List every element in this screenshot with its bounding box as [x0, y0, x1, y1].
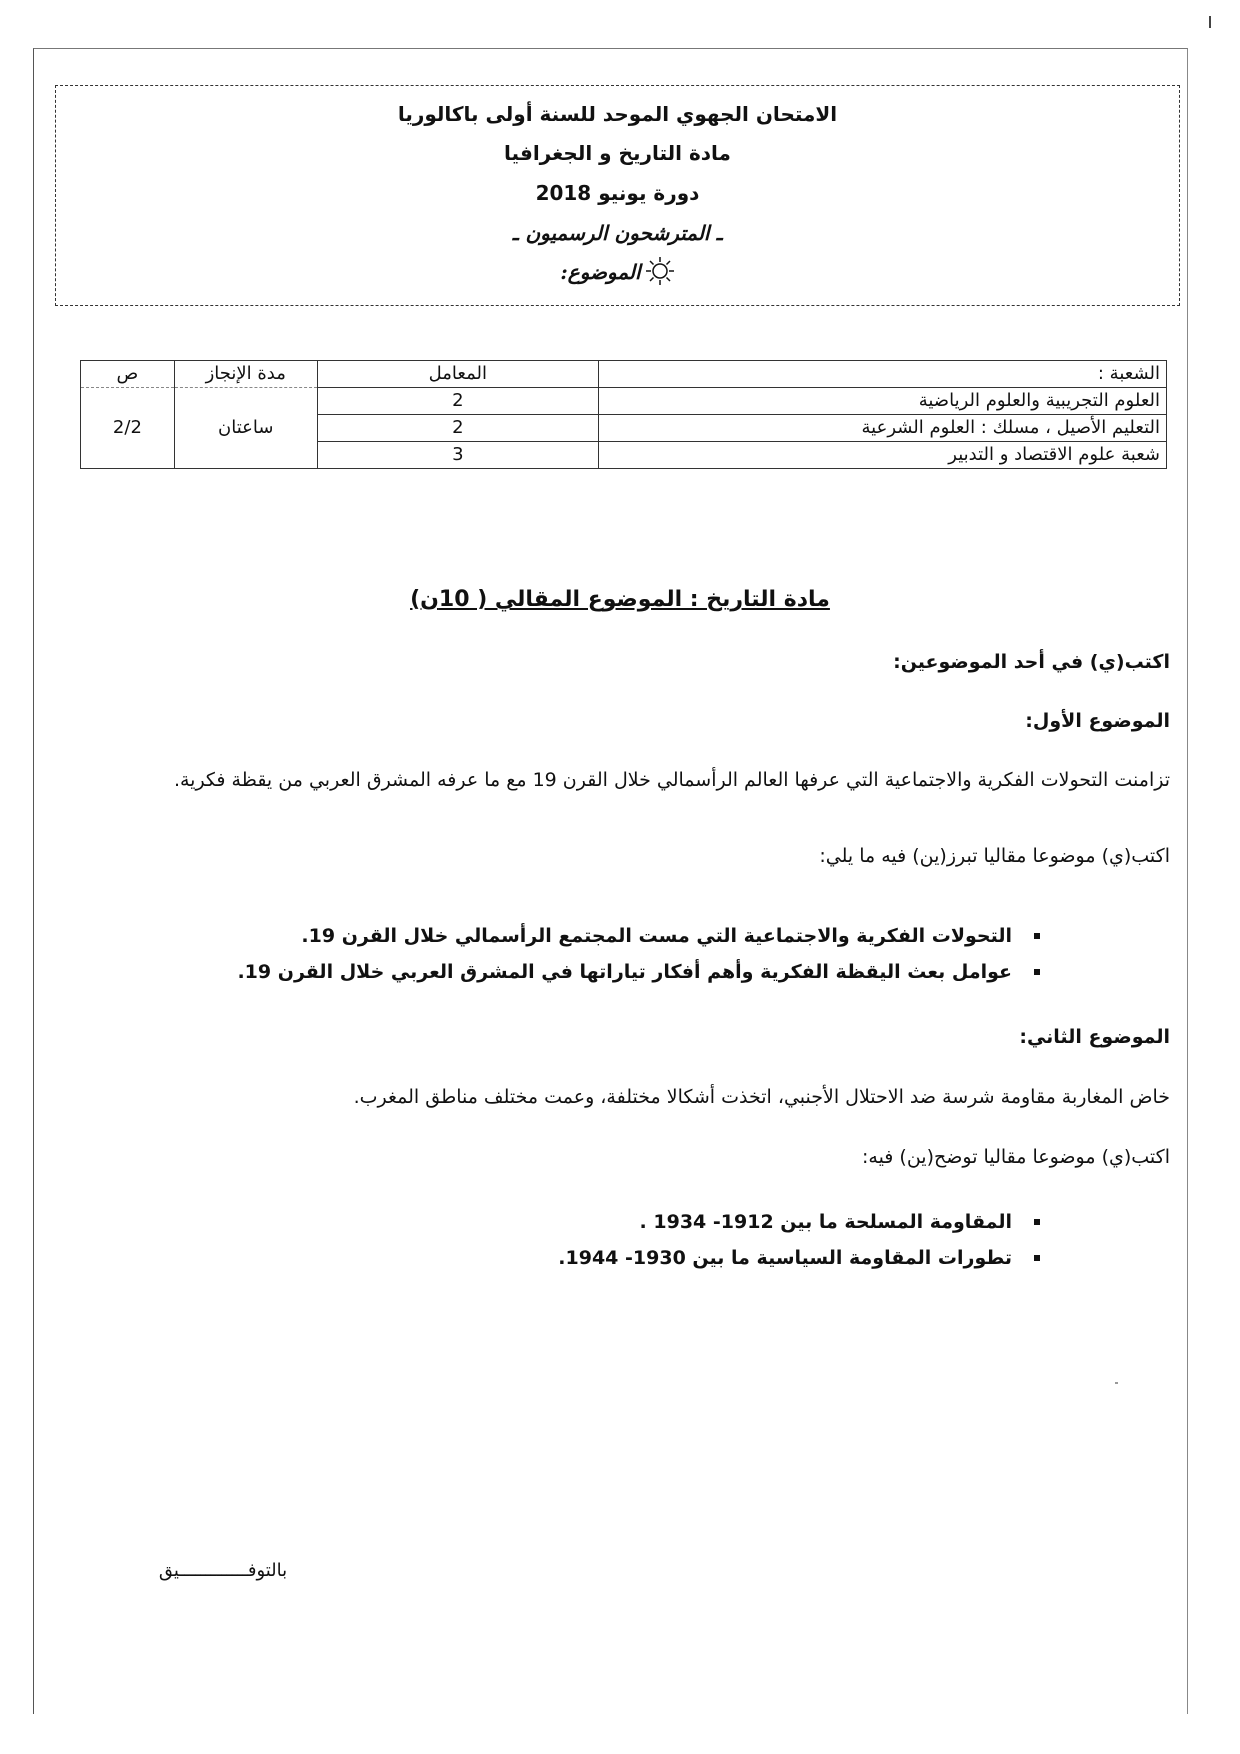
sun-icon — [645, 256, 675, 291]
bullet-icon — [1034, 969, 1040, 975]
header-coefficient: المعامل — [317, 361, 598, 388]
header-branch: الشعبة : — [598, 361, 1166, 388]
branch-cell: التعليم الأصيل ، مسلك : العلوم الشرعية — [598, 415, 1166, 442]
exam-header — [55, 85, 1180, 306]
topic-label-line — [56, 256, 1179, 291]
subject-title — [0, 587, 1240, 612]
topic2-text: خاض المغاربة مقاومة شرسة ضد الاحتلال الأجنبي، اتخذت أشكالا مختلفة، وعمت مختلف مناطق المغرب. — [353, 1086, 1170, 1108]
point-text: التحولات الفكرية والاجتماعية التي مست المجتمع الرأسمالي خلال القرن 19. — [301, 925, 1012, 947]
list-item — [118, 918, 1040, 954]
session: دورة يونيو 2018 — [535, 181, 700, 205]
info-table — [80, 360, 1167, 469]
topic-label: الموضوع: — [560, 260, 641, 284]
scan-speck — [1115, 1382, 1118, 1384]
header-page: ص — [81, 361, 175, 388]
branch-cell: العلوم التجريبية والعلوم الرياضية — [598, 388, 1166, 415]
topic2-points — [118, 1204, 1040, 1276]
list-item — [118, 954, 1040, 990]
page-cell: 2/2 — [81, 388, 175, 469]
table-header-row — [81, 361, 1167, 388]
bullet-icon — [1034, 933, 1040, 939]
header-duration: مدة الإنجاز — [174, 361, 317, 388]
point-text: تطورات المقاومة السياسية ما بين 1930- 1944. — [558, 1247, 1012, 1269]
coefficient-cell: 2 — [317, 415, 598, 442]
point-text: المقاومة المسلحة ما بين 1912- 1934 . — [639, 1211, 1012, 1233]
duration-cell: ساعتان — [174, 388, 317, 469]
table-row — [81, 388, 1167, 415]
topic1-text: تزامنت التحولات الفكرية والاجتماعية التي عرفها العالم الرأسمالي خلال القرن 19 مع ما عرفه المشرق العربي من يقظة فكرية. — [173, 769, 1170, 791]
instruction: اكتب(ي) في أحد الموضوعين: — [893, 651, 1170, 673]
topic1-points — [118, 918, 1040, 990]
list-item — [118, 1240, 1040, 1276]
subject-title-text: مادة التاريخ : الموضوع المقالي ( 10ن) — [410, 587, 830, 612]
candidates-type: ـ المترشحون الرسميون ـ — [512, 221, 723, 245]
subject-name: مادة التاريخ و الجغرافيا — [504, 141, 731, 165]
topic1-task: اكتب(ي) موضوعا مقاليا تبرز(ين) فيه ما يلي: — [819, 845, 1170, 867]
coefficient-cell: 2 — [317, 388, 598, 415]
corner-mark — [1209, 16, 1211, 28]
exam-title: الامتحان الجهوي الموحد للسنة أولى باكالوريا — [397, 102, 838, 126]
bullet-icon — [1034, 1219, 1040, 1225]
topic2-task: اكتب(ي) موضوعا مقاليا توضح(ين) فيه: — [861, 1146, 1170, 1168]
point-text: عوامل بعث اليقظة الفكرية وأهم أفكار تياراتها في المشرق العربي خلال القرن 19. — [237, 961, 1012, 983]
bullet-icon — [1034, 1255, 1040, 1261]
closing-wish: بالتوفـــــــــــــيق — [158, 1560, 288, 1581]
list-item — [118, 1204, 1040, 1240]
coefficient-cell: 3 — [317, 442, 598, 469]
branch-cell: شعبة علوم الاقتصاد و التدبير — [598, 442, 1166, 469]
topic2-title: الموضوع الثاني: — [1019, 1026, 1170, 1048]
topic1-title: الموضوع الأول: — [1025, 710, 1170, 732]
